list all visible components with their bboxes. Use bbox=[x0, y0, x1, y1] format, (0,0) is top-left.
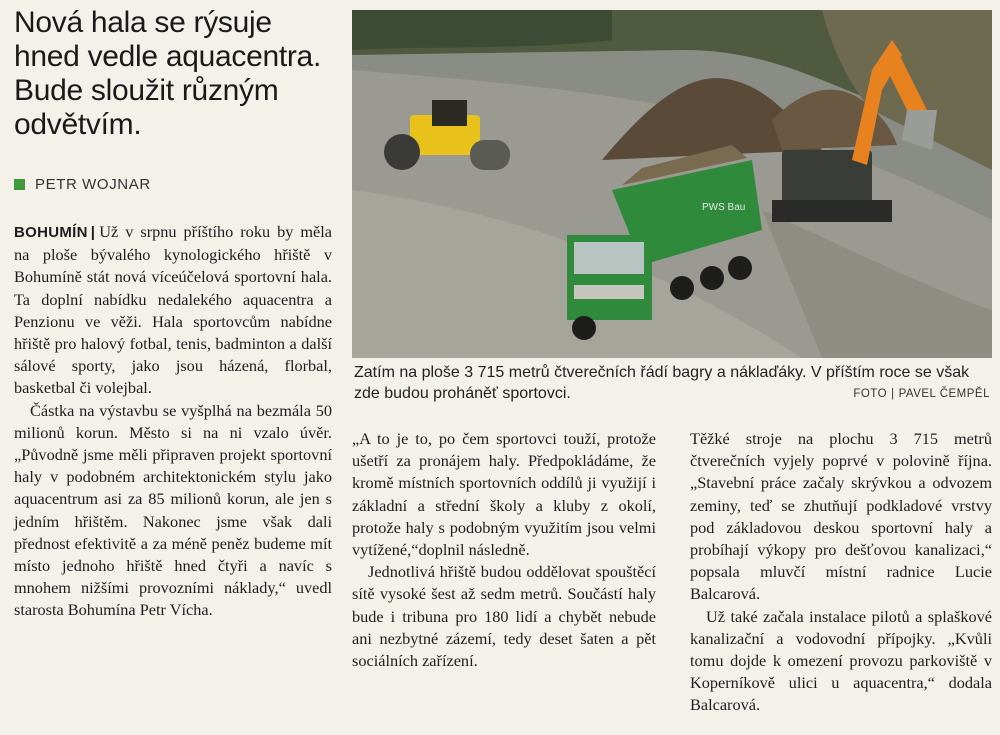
credit-separator: | bbox=[891, 388, 895, 400]
paragraph: Už také začala instalace pilotů a splaškové kanalizační a vodovodní přípojky. „Kvůli tomu dojde k omezení provozu parkoviště v Koperníkově ulici u aquacentra,“ dodala Balcarová. bbox=[690, 606, 992, 715]
paragraph: Jednotlivá hřiště budou oddělovat spouštěcí sítě vysoké šest až sedm metrů. Součástí haly bude i tribuna pro 180 lidí a chybět nebude ani nezbytné zázemí, tedy deset šaten a pět sociálních zařízení. bbox=[352, 562, 656, 671]
truck-lettering: PWS Bau bbox=[702, 202, 746, 213]
credit-name: PAVEL ČEMPĚL bbox=[898, 388, 990, 400]
byline bbox=[14, 176, 151, 193]
credit-label: FOTO bbox=[853, 388, 888, 400]
paragraph-text: Už v srpnu příštího roku by měla na ploše bývalého kynologického hřiště v Bohumíně stát nová víceúčelová sportovní hala. Ta doplní nabídku nedalekého aquacentra a Penzionu ve věži. Hala sportovcům nabídne hřiště pro halový fotbal, tenis, badminton a další sálové sporty, jako jsou házená, florbal, basketbal či volejbal. bbox=[14, 222, 332, 398]
dateline: BOHUMÍN bbox=[14, 224, 88, 241]
article-column-2 bbox=[352, 428, 656, 672]
paragraph: Částka na výstavbu se vyšplhá na bezmála 50 milionů korun. Město si na ni vzalo úvěr. „Původně jsme měli připraven projekt sportovní haly v podobném architektonickém stylu jako aquacentrum asi za 85 milionů korun, ale jen s jedním hřištěm. Nakonec jsme však dali přednost efektivitě a za méně peněz budeme mít místo jednoho hřiště hned čtyři a navíc s mnohem nižšími provozními náklady,“ uvedl starosta Bohumína Petr Vícha. bbox=[14, 400, 332, 620]
paragraph: „A to je to, po čem sportovci touží, protože ušetří za pronájem haly. Předpokládáme, že kromě místních sportovních oddílů ji využijí i základní a střední školy a kluby z okolí, protože haly s podobným využitím jsou velmi vytížené,“doplnil následně. bbox=[352, 429, 656, 560]
green-square-icon bbox=[14, 179, 25, 190]
article-column-1 bbox=[14, 221, 332, 622]
photo-caption: Zatím na ploše 3 715 metrů čtverečních řádí bagry a náklaďáky. V příštím roce se však zde budou proháněť sportovci. bbox=[354, 364, 970, 402]
photo-credit bbox=[853, 388, 990, 400]
construction-photo bbox=[352, 10, 992, 358]
author-name: PETR WOJNAR bbox=[35, 176, 151, 193]
article-column-3 bbox=[690, 428, 992, 717]
dateline-separator: | bbox=[90, 224, 96, 241]
paragraph bbox=[14, 221, 332, 400]
paragraph: Těžké stroje na plochu 3 715 metrů čtverečních vyjely poprvé v polovině října. „Stavební práce začaly skrývkou a odvozem zeminy, teď se zhutňují podkladové vrstvy pod základovou deskou sportovní haly a probíhají výkopy pro dešťovou kanalizaci,“ popsala mluvčí místní radnice Lucie Balcarová. bbox=[690, 429, 992, 604]
headline: Nová hala se rýsuje hned vedle aquacentra. Bude sloužit různým odvětvím. bbox=[14, 6, 321, 141]
